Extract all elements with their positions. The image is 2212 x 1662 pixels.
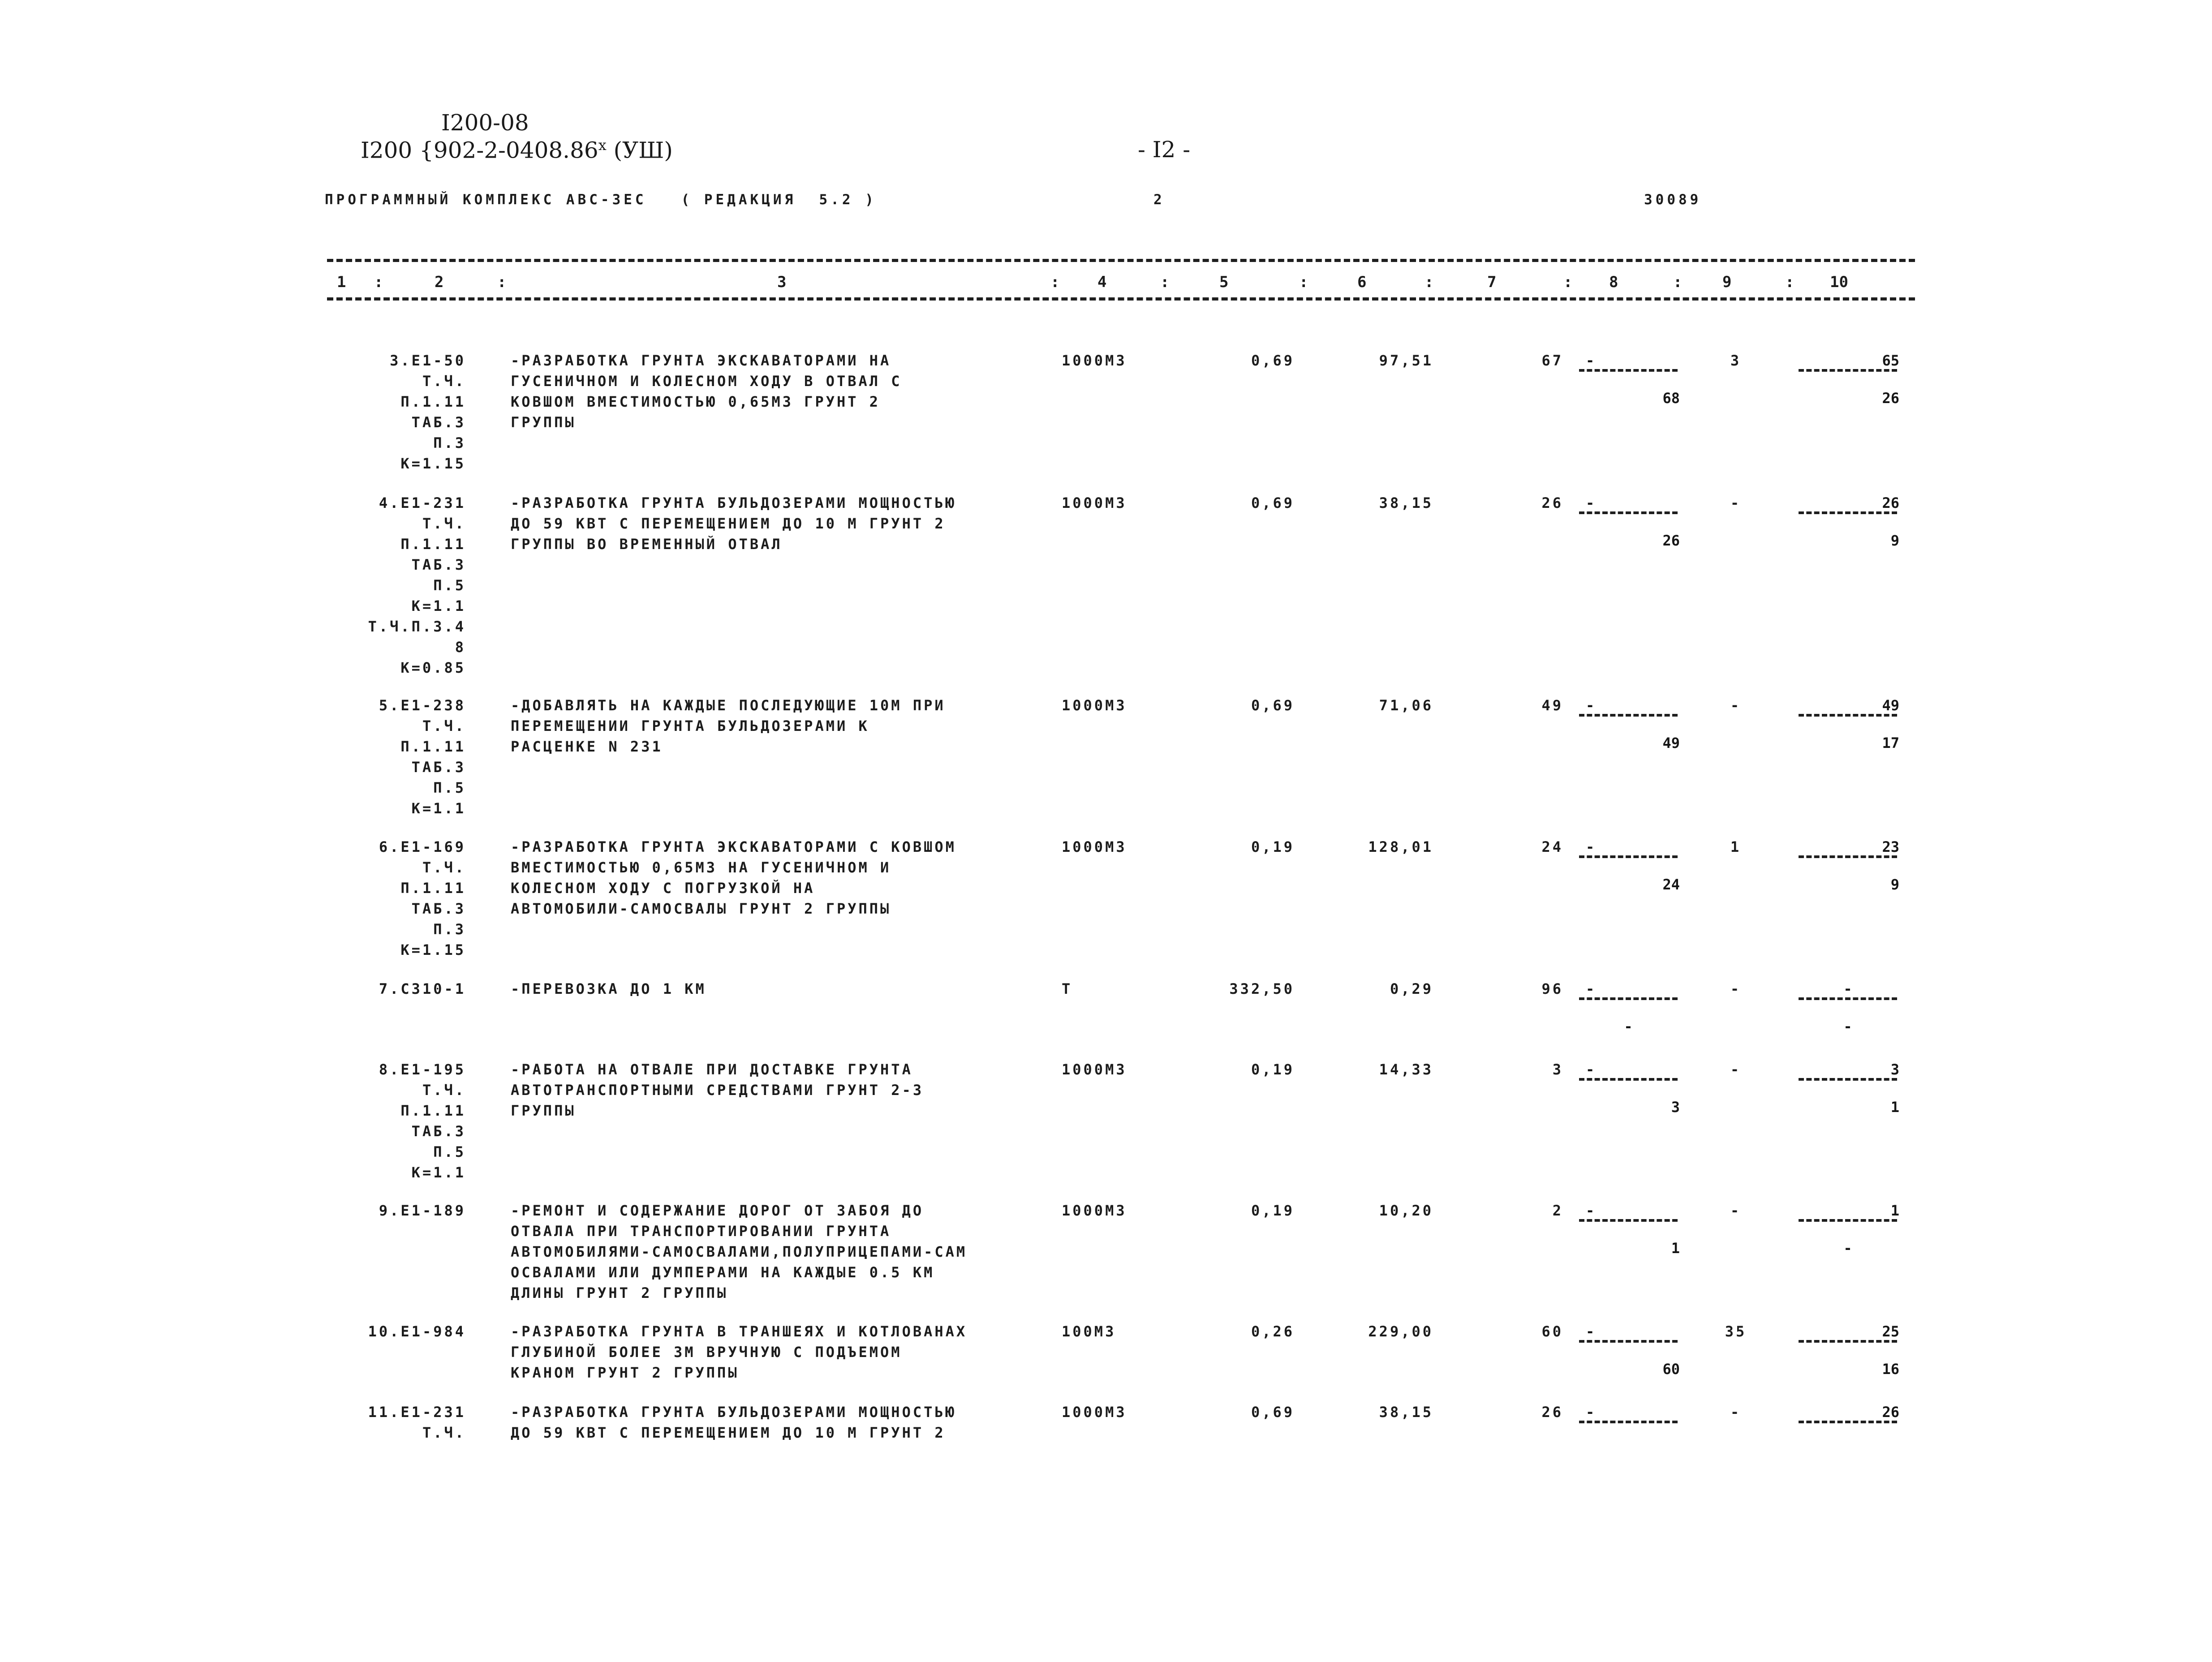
unit-price: 0,29 [1390, 980, 1433, 997]
total-cost: 3 [1552, 1061, 1563, 1078]
rate-code: 5.Е1-238 Т.Ч. П.1.11 ТАБ.3 П.5 К=1.1 [379, 697, 466, 817]
table-header-rule [327, 297, 1915, 301]
total-cost: 60 [1541, 1323, 1563, 1340]
work-description: -ПЕРЕВОЗКА ДО 1 КМ [511, 980, 706, 997]
col10-value: 65 26 [1796, 350, 1899, 408]
document-number: I200-08 [441, 110, 529, 136]
unit-price: 128,01 [1368, 838, 1433, 855]
quantity: 0,69 [1251, 1404, 1295, 1421]
column-header-1: 1 [337, 273, 346, 291]
col8-value: - 49 [1577, 695, 1680, 753]
total-cost: 96 [1541, 980, 1563, 997]
work-description: -РАЗРАБОТКА ГРУНТА ЭКСКАВАТОРАМИ С КОВШОМ ВМЕСТИМОСТЬЮ 0,65М3 НА ГУСЕНИЧНОМ И КОЛЕСНОМ ХОДУ С ПОГРУЗКОЙ НА АВТОМОБИЛИ-САМОСВАЛЫ ГРУНТ 2 ГРУППЫ [511, 838, 956, 917]
document-reference-prefix: I200 [361, 137, 420, 163]
unit-price: 229,00 [1368, 1323, 1433, 1340]
column-separator: : [374, 273, 383, 291]
rate-code: 9.Е1-189 [379, 1202, 466, 1219]
quantity: 0,69 [1251, 352, 1295, 369]
column-separator: : [1299, 273, 1308, 291]
column-separator: : [1673, 273, 1683, 291]
col10-value: - - [1796, 979, 1899, 1037]
col9-value: 35 [1725, 1323, 1747, 1340]
table-top-rule [327, 259, 1915, 262]
col10-value: 1 - [1796, 1200, 1899, 1258]
column-separator: : [497, 273, 507, 291]
unit: 1000М3 [1062, 1061, 1127, 1078]
column-header-8: 8 [1609, 273, 1618, 291]
column-header-10: 10 [1830, 273, 1848, 291]
unit: 1000М3 [1062, 1404, 1127, 1421]
unit: 1000М3 [1062, 494, 1127, 511]
total-cost: 26 [1541, 494, 1563, 511]
col8-value: - 26 [1577, 493, 1680, 551]
document-reference-superscript: x [598, 137, 607, 154]
total-cost: 26 [1541, 1404, 1563, 1421]
rate-code: 11.Е1-231 Т.Ч. [368, 1404, 466, 1441]
work-description: -РАЗРАБОТКА ГРУНТА БУЛЬДОЗЕРАМИ МОЩНОСТЬЮ ДО 59 КВТ С ПЕРЕМЕЩЕНИЕМ ДО 10 М ГРУНТ 2 [511, 1404, 956, 1441]
col9-value: - [1730, 1202, 1742, 1219]
col10-value: 25 16 [1796, 1321, 1899, 1379]
col8-value: - - [1577, 979, 1680, 1037]
quantity: 0,69 [1251, 494, 1295, 511]
col10-value: 26 9 [1796, 493, 1899, 551]
total-cost: 24 [1541, 838, 1563, 855]
document-reference [361, 137, 673, 163]
rate-code: 8.Е1-195 Т.Ч. П.1.11 ТАБ.3 П.5 К=1.1 [379, 1061, 466, 1181]
col10-value: 49 17 [1796, 695, 1899, 753]
unit: 100М3 [1062, 1323, 1116, 1340]
unit: 1000М3 [1062, 352, 1127, 369]
column-separator: : [1785, 273, 1795, 291]
col8-value: - 24 [1577, 837, 1680, 895]
col9-value: 3 [1730, 352, 1742, 369]
work-description: -РАЗРАБОТКА ГРУНТА ЭКСКАВАТОРАМИ НА ГУСЕНИЧНОМ И КОЛЕСНОМ ХОДУ В ОТВАЛ С КОВШОМ ВМЕСТИМОСТЬЮ 0,65М3 ГРУНТ 2 ГРУППЫ [511, 352, 902, 431]
total-cost: 49 [1541, 697, 1563, 714]
unit: 1000М3 [1062, 1202, 1127, 1219]
quantity: 332,50 [1229, 980, 1295, 997]
quantity: 0,19 [1251, 1061, 1295, 1078]
col10-value: 26 [1796, 1402, 1899, 1423]
rate-code: 3.Е1-50 Т.Ч. П.1.11 ТАБ.3 П.3 К=1.15 [390, 352, 466, 472]
total-cost: 67 [1541, 352, 1563, 369]
program-title: ПРОГРАММНЫЙ КОМПЛЕКС АВС-ЗЕС ( РЕДАКЦИЯ 5.2 ) [325, 192, 877, 208]
work-description: -ДОБАВЛЯТЬ НА КАЖДЫЕ ПОСЛЕДУЮЩИЕ 10М ПРИ ПЕРЕМЕЩЕНИИ ГРУНТА БУЛЬДОЗЕРАМИ К РАСЦЕНКЕ N 231 [511, 697, 946, 755]
rate-code: 4.Е1-231 Т.Ч. П.1.11 ТАБ.3 П.5 К=1.1 Т.Ч.П.3.4 8 К=0.85 [368, 494, 466, 676]
unit-price: 10,20 [1379, 1202, 1433, 1219]
column-separator: : [1424, 273, 1434, 291]
col8-value: - 60 [1577, 1321, 1680, 1379]
unit: 1000М3 [1062, 697, 1127, 714]
col10-value: 23 9 [1796, 837, 1899, 895]
quantity: 0,19 [1251, 1202, 1295, 1219]
col8-value: - 1 [1577, 1200, 1680, 1258]
column-header-7: 7 [1487, 273, 1497, 291]
unit-price: 38,15 [1379, 1404, 1433, 1421]
quantity: 0,26 [1251, 1323, 1295, 1340]
unit-price: 71,06 [1379, 697, 1433, 714]
column-header-2: 2 [435, 273, 444, 291]
quantity: 0,69 [1251, 697, 1295, 714]
unit: Т [1062, 980, 1073, 997]
column-header-5: 5 [1219, 273, 1229, 291]
unit-price: 97,51 [1379, 352, 1433, 369]
col8-value: - [1577, 1402, 1680, 1423]
column-separator: : [1160, 273, 1170, 291]
col9-value: - [1730, 980, 1742, 997]
document-reference-suffix: (УШ) [606, 137, 673, 163]
total-cost: 2 [1552, 1202, 1563, 1219]
col10-value: 3 1 [1796, 1059, 1899, 1117]
column-header-4: 4 [1097, 273, 1107, 291]
unit-price: 14,33 [1379, 1061, 1433, 1078]
quantity: 0,19 [1251, 838, 1295, 855]
unit-price: 38,15 [1379, 494, 1433, 511]
program-page: 2 [1153, 192, 1165, 208]
col9-value: 1 [1730, 838, 1742, 855]
document-reference-main: {902-2-0408.86 [419, 137, 598, 163]
rate-code: 7.С310-1 [379, 980, 466, 997]
col8-value: - 3 [1577, 1059, 1680, 1117]
column-separator: : [1050, 273, 1060, 291]
col9-value: - [1730, 1404, 1742, 1421]
page-number: - I2 - [1138, 137, 1191, 163]
column-header-6: 6 [1357, 273, 1367, 291]
col8-value: - 68 [1577, 350, 1680, 408]
col9-value: - [1730, 1061, 1742, 1078]
column-header-9: 9 [1722, 273, 1732, 291]
rate-code: 6.Е1-169 Т.Ч. П.1.11 ТАБ.3 П.3 К=1.15 [379, 838, 466, 958]
column-separator: : [1563, 273, 1573, 291]
program-code: 30089 [1644, 192, 1702, 208]
unit: 1000М3 [1062, 838, 1127, 855]
rate-code: 10.Е1-984 [368, 1323, 466, 1340]
work-description: -РАБОТА НА ОТВАЛЕ ПРИ ДОСТАВКЕ ГРУНТА АВТОТРАНСПОРТНЫМИ СРЕДСТВАМИ ГРУНТ 2-3 ГРУППЫ [511, 1061, 924, 1119]
work-description: -РЕМОНТ И СОДЕРЖАНИЕ ДОРОГ ОТ ЗАБОЯ ДО ОТВАЛА ПРИ ТРАНСПОРТИРОВАНИИ ГРУНТА АВТОМОБИЛЯМИ-САМОСВАЛАМИ,ПОЛУПРИЦЕПАМИ-САМ ОСВАЛАМИ ИЛИ ДУМПЕРАМИ НА КАЖДЫЕ 0.5 КМ ДЛИНЫ ГРУНТ 2 ГРУППЫ [511, 1202, 968, 1301]
column-header-3: 3 [777, 273, 787, 291]
col9-value: - [1730, 494, 1742, 511]
col9-value: - [1730, 697, 1742, 714]
work-description: -РАЗРАБОТКА ГРУНТА В ТРАНШЕЯХ И КОТЛОВАНАХ ГЛУБИНОЙ БОЛЕЕ 3М ВРУЧНУЮ С ПОДЪЕМОМ КРАНОМ ГРУНТ 2 ГРУППЫ [511, 1323, 968, 1381]
work-description: -РАЗРАБОТКА ГРУНТА БУЛЬДОЗЕРАМИ МОЩНОСТЬЮ ДО 59 КВТ С ПЕРЕМЕЩЕНИЕМ ДО 10 М ГРУНТ 2 ГРУППЫ ВО ВРЕМЕННЫЙ ОТВАЛ [511, 494, 956, 553]
